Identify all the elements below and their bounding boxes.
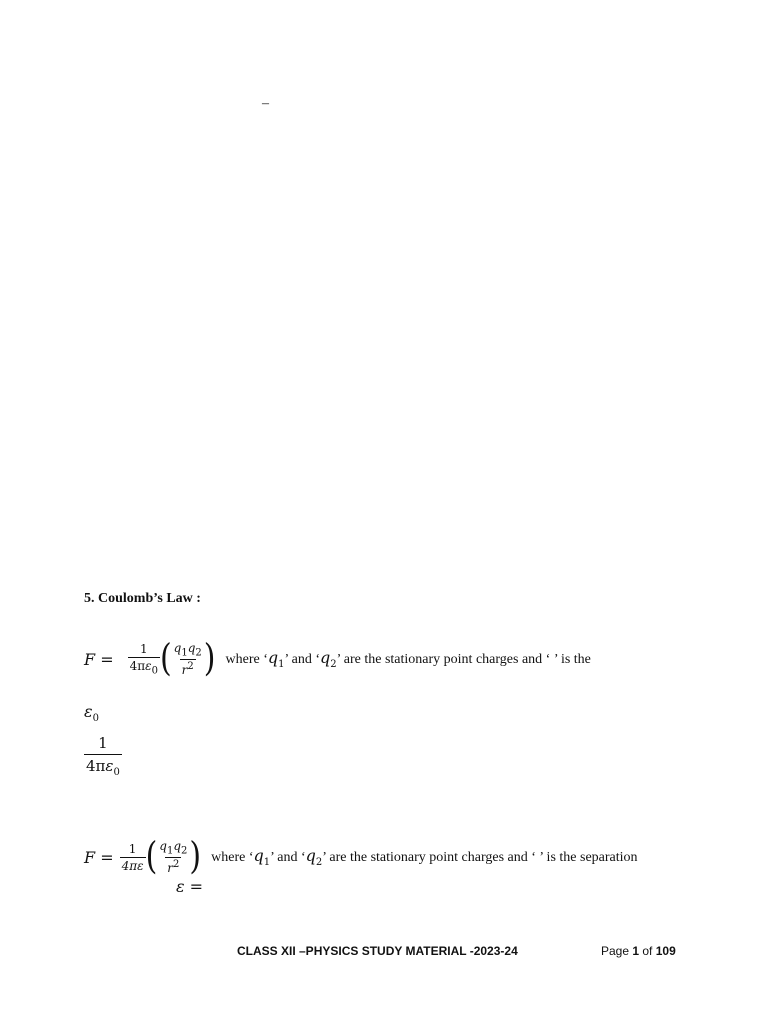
page-word: Page <box>601 944 633 958</box>
eps0-sub: 0 <box>92 713 99 725</box>
eq2-q1: q <box>253 846 264 866</box>
eq2-lhs: F = <box>84 847 114 867</box>
eq1-text-rest: ’ are the stationary point charges and ‘ ’ is the <box>336 652 591 668</box>
eq2-q1-sub: 1 <box>263 856 271 868</box>
eq1-description <box>226 648 591 670</box>
eq2-left-paren: ( <box>145 834 158 879</box>
eq2-q2: q <box>305 846 316 866</box>
eq2-q-b-sub: 2 <box>181 845 188 857</box>
eq2-description <box>211 846 637 868</box>
footer-title: CLASS XII –PHYSICS STUDY MATERIAL -2023-24 <box>237 944 518 958</box>
eq2-q2-sub: 2 <box>315 856 323 868</box>
eq1-text-and: ’ and ‘ <box>284 652 321 668</box>
eq1-eps: ε <box>145 658 152 673</box>
section-heading: 5. Coulomb’s Law : <box>84 591 201 606</box>
eq1-frac-den <box>128 657 160 676</box>
eq2-frac-den: 4πε <box>121 858 144 873</box>
k-frac-eps: ε <box>105 757 114 775</box>
eq1-q1-sub: 1 <box>278 658 285 670</box>
eq2-text-and: ’ and ‘ <box>270 850 306 866</box>
eq2-charge-fraction <box>157 839 189 875</box>
eq2-paren-group <box>145 834 202 879</box>
coulomb-equation-1 <box>84 634 591 684</box>
eq1-q-b-sub: 2 <box>195 647 202 659</box>
coulomb-constant-fraction <box>84 734 122 778</box>
coulomb-equation-2 <box>84 834 638 880</box>
eq1-q-a-sub: 1 <box>181 647 188 659</box>
eq1-constant-fraction <box>128 642 160 676</box>
eq1-charge-fraction <box>172 641 204 677</box>
eps0-symbol: ε <box>84 702 93 721</box>
epsilon-equals: ε = <box>176 877 204 896</box>
stray-mark: – <box>262 96 269 111</box>
eq2-q-a-sub: 1 <box>166 845 174 857</box>
eq1-q1: q <box>267 648 279 668</box>
page-of-word: of <box>639 944 656 958</box>
eq1-r-sup: 2 <box>187 661 194 673</box>
eq2-q-a: q <box>159 838 167 853</box>
page-total: 109 <box>655 944 676 958</box>
epsilon-zero-label <box>84 702 99 724</box>
eq1-q2-sub: 2 <box>330 658 337 670</box>
k-frac-num: 1 <box>98 734 108 752</box>
eq1-text-where: where ‘ <box>225 652 268 668</box>
eq1-frac-den-pre: 4π <box>129 658 146 673</box>
eq1-left-paren: ( <box>159 636 172 681</box>
eq2-text-where: where ‘ <box>211 850 254 866</box>
eq2-r: r <box>167 861 174 876</box>
k-frac-den-pre: 4π <box>86 757 106 775</box>
eq1-paren-group <box>159 636 216 681</box>
eq1-eps-sub: 0 <box>151 665 158 677</box>
eq2-text-rest: ’ are the stationary point charges and ‘ ’ is the separation <box>322 850 638 866</box>
eq2-r-sup: 2 <box>173 859 180 871</box>
eq2-q-b: q <box>173 838 182 853</box>
eq1-lhs: F = <box>84 649 114 669</box>
k-frac-eps-sub: 0 <box>113 767 120 778</box>
eq2-constant-fraction <box>120 842 146 873</box>
eq1-q-b: q <box>187 640 196 655</box>
eq1-r: r <box>181 663 188 678</box>
eq1-right-paren: ) <box>203 636 216 681</box>
page-number <box>601 944 676 958</box>
eq2-right-paren: ) <box>189 834 202 879</box>
eq1-q-a: q <box>173 640 182 655</box>
eq1-q2: q <box>320 648 331 668</box>
page-current: 1 <box>632 944 640 958</box>
eq2-frac-num: 1 <box>128 841 137 856</box>
eq1-frac-num: 1 <box>139 641 148 656</box>
